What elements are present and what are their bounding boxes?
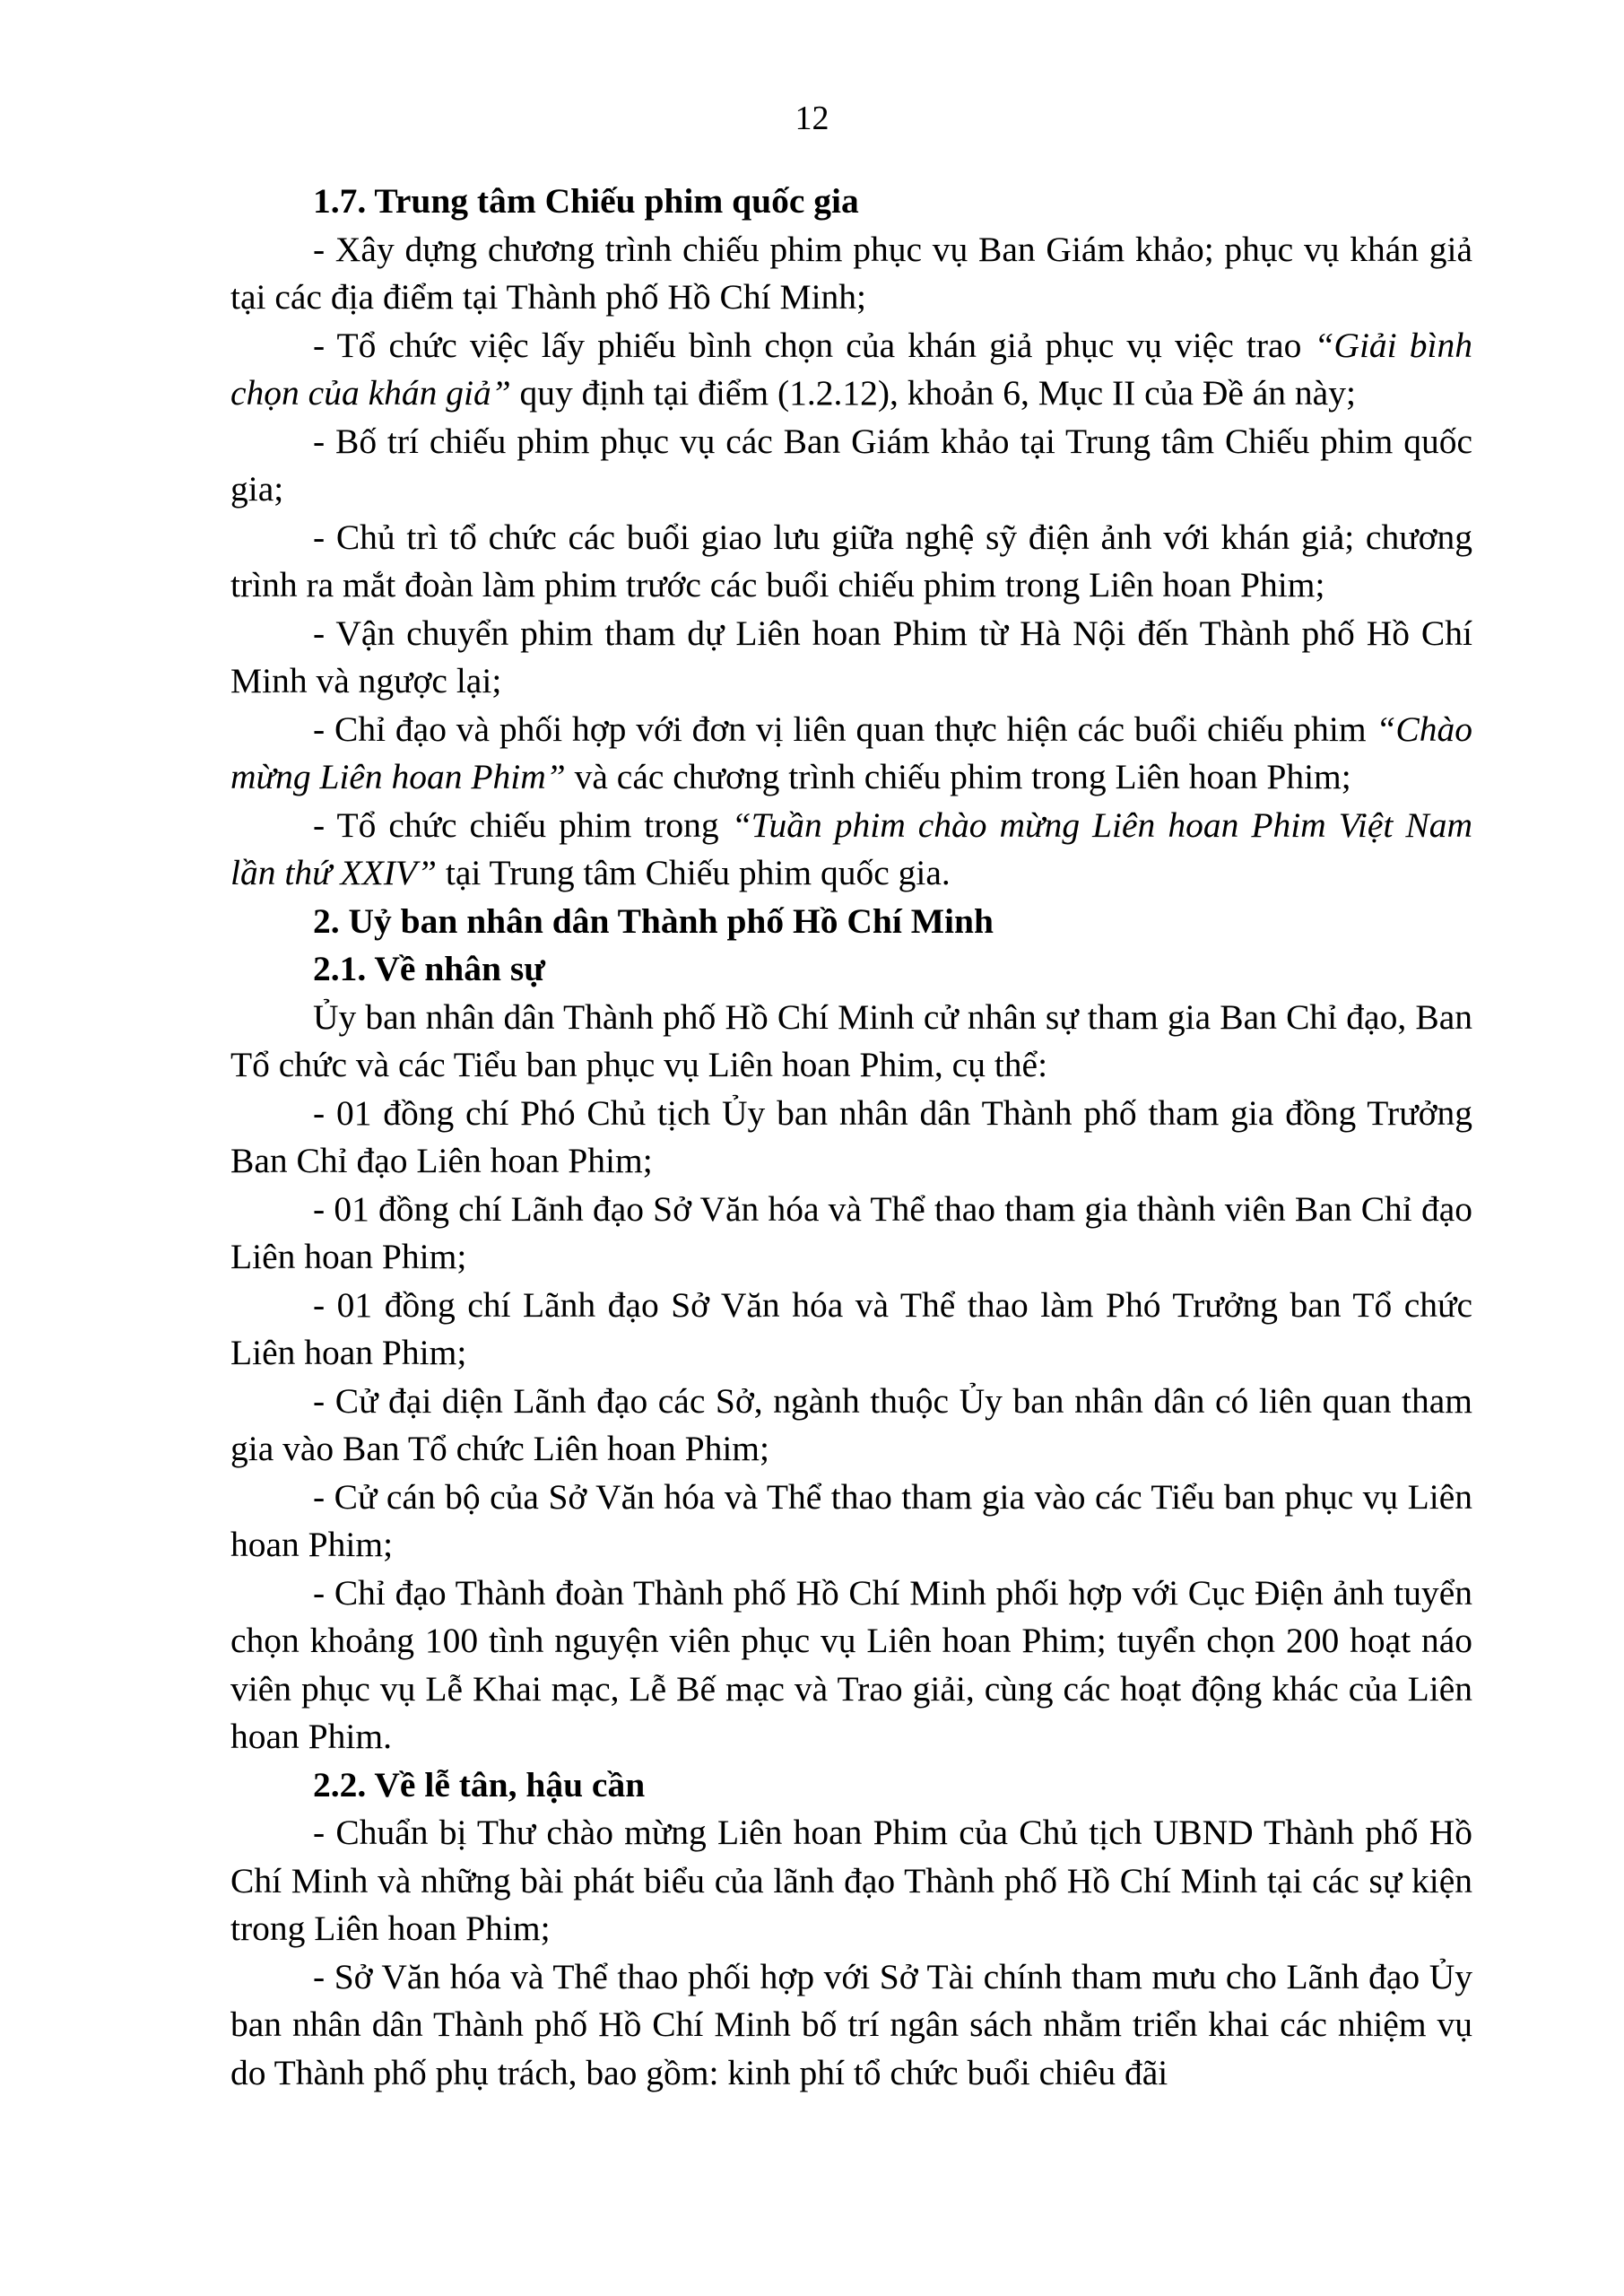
paragraph <box>230 802 1472 898</box>
italic-quote: “Giải bình chọn của khán giả” <box>230 325 1473 413</box>
document-body <box>230 178 1472 2097</box>
text-run: và các chương trình chiếu phim trong Liên hoan Phim; <box>565 757 1351 796</box>
paragraph: - Chỉ đạo Thành đoàn Thành phố Hồ Chí Minh phối hợp với Cục Điện ảnh tuyển chọn khoảng 100 tình nguyện viên phục vụ Liên hoan Phim; tuyển chọn 200 hoạt náo viên phục vụ Lễ Khai mạc, Lễ Bế mạc và Trao giải, cùng các hoạt động khác của Liên hoan Phim. <box>230 1572 1472 1756</box>
italic-quote: “Tuần phim chào mừng Liên hoan Phim Việt Nam lần thứ XXIV” <box>230 804 1473 892</box>
paragraph: - Sở Văn hóa và Thể thao phối hợp với Sở Tài chính tham mưu cho Lãnh đạo Ủy ban nhân dân Thành phố Hồ Chí Minh bố trí ngân sách nhằm triển khai các nhiệm vụ do Thành phố phụ trách, bao gồm: kinh phí tổ chức buổi chiêu đãi <box>230 1956 1472 2092</box>
paragraph: - Xây dựng chương trình chiếu phim phục vụ Ban Giám khảo; phục vụ khán giả tại các địa điểm tại Thành phố Hồ Chí Minh; <box>230 229 1472 317</box>
paragraph: - Cử đại diện Lãnh đạo các Sở, ngành thuộc Ủy ban nhân dân có liên quan tham gia vào Ban Tổ chức Liên hoan Phim; <box>230 1380 1472 1468</box>
section-heading-1-7: 1.7. Trung tâm Chiếu phim quốc gia <box>313 181 859 221</box>
paragraph: - Chuẩn bị Thư chào mừng Liên hoan Phim của Chủ tịch UBND Thành phố Hồ Chí Minh và những bài phát biểu của lãnh đạo Thành phố Hồ Chí Minh tại các sự kiện trong Liên hoan Phim; <box>230 1813 1472 1948</box>
paragraph: - 01 đồng chí Lãnh đạo Sở Văn hóa và Thể thao làm Phó Trưởng ban Tổ chức Liên hoan Phim; <box>230 1284 1472 1372</box>
section-heading-2: 2. Uỷ ban nhân dân Thành phố Hồ Chí Minh <box>313 900 994 941</box>
page-number: 12 <box>795 100 829 137</box>
text-run: - Tổ chức việc lấy phiếu bình chọn của khán giả phục vụ việc trao <box>313 325 1315 365</box>
paragraph <box>230 322 1472 418</box>
paragraph: - Cử cán bộ của Sở Văn hóa và Thể thao tham gia vào các Tiểu ban phục vụ Liên hoan Phim; <box>230 1476 1472 1564</box>
text-run: - Chỉ đạo và phối hợp với đơn vị liên quan thực hiện các buổi chiếu phim <box>313 709 1376 749</box>
section-heading-2-1: 2.1. Về nhân sự <box>313 949 545 988</box>
paragraph: Ủy ban nhân dân Thành phố Hồ Chí Minh cử nhân sự tham gia Ban Chỉ đạo, Ban Tổ chức và các Tiểu ban phục vụ Liên hoan Phim, cụ thể: <box>230 996 1472 1084</box>
paragraph: - Bố trí chiếu phim phục vụ các Ban Giám khảo tại Trung tâm Chiếu phim quốc gia; <box>230 421 1472 509</box>
text-run: quy định tại điểm (1.2.12), khoản 6, Mục II của Đề án này; <box>510 373 1356 413</box>
section-heading-2-2: 2.2. Về lễ tân, hậu cần <box>313 1764 646 1805</box>
italic-quote: “Chào mừng Liên hoan Phim” <box>230 709 1472 796</box>
text-run: tại Trung tâm Chiếu phim quốc gia. <box>437 853 951 892</box>
paragraph <box>230 706 1472 802</box>
paragraph: - Chủ trì tổ chức các buổi giao lưu giữa nghệ sỹ điện ảnh với khán giả; chương trình ra mắt đoàn làm phim trước các buổi chiếu phim trong Liên hoan Phim; <box>230 517 1472 604</box>
paragraph: - 01 đồng chí Phó Chủ tịch Ủy ban nhân dân Thành phố tham gia đồng Trưởng Ban Chỉ đạo Liên hoan Phim; <box>230 1092 1472 1180</box>
paragraph: - 01 đồng chí Lãnh đạo Sở Văn hóa và Thể thao tham gia thành viên Ban Chỉ đạo Liên hoan Phim; <box>230 1188 1472 1276</box>
text-run: - Tổ chức chiếu phim trong <box>313 804 732 845</box>
paragraph: - Vận chuyển phim tham dự Liên hoan Phim từ Hà Nội đến Thành phố Hồ Chí Minh và ngược lại; <box>230 613 1472 700</box>
